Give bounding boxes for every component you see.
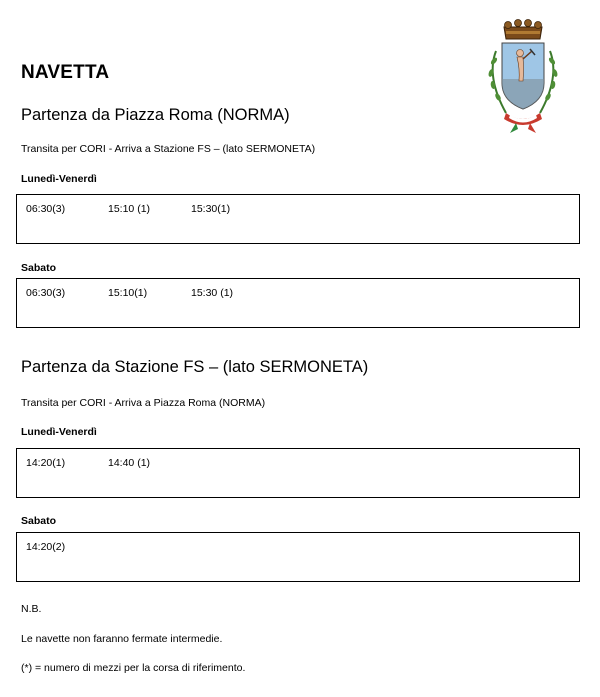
departure-time: 15:30 (1) <box>191 287 234 299</box>
section2-weekdays-box <box>16 448 580 498</box>
section1-weekdays-label: Lunedì-Venerdì <box>21 173 97 185</box>
departure-time: 06:30(3) <box>26 203 66 215</box>
page-title: NAVETTA <box>21 62 110 83</box>
section2-weekdays-label: Lunedì-Venerdì <box>21 426 97 438</box>
note-line-2: (*) = numero di mezzi per la corsa di riferimento. <box>21 662 246 674</box>
section2-transit: Transita per CORI - Arriva a Piazza Roma (NORMA) <box>21 397 266 409</box>
section2-saturday-label: Sabato <box>21 515 57 527</box>
departure-time: 15:30(1) <box>191 203 231 215</box>
departure-time: 06:30(3) <box>26 287 66 299</box>
departure-time: 14:20(1) <box>26 457 66 469</box>
departure-time: 15:10(1) <box>108 287 148 299</box>
departure-time: 14:20(2) <box>26 541 66 553</box>
section1-transit: Transita per CORI - Arriva a Stazione FS – (lato SERMONETA) <box>21 143 316 155</box>
section2-saturday-box <box>16 532 580 582</box>
note-line-1: Le navette non faranno fermate intermedie. <box>21 633 223 645</box>
section1-heading: Partenza da Piazza Roma (NORMA) <box>21 106 290 124</box>
departure-time: 14:40 (1) <box>108 457 151 469</box>
section1-saturday-box <box>16 278 580 328</box>
section2-heading: Partenza da Stazione FS – (lato SERMONETA) <box>21 358 369 376</box>
section1-saturday-label: Sabato <box>21 262 57 274</box>
coat-of-arms-icon <box>480 17 566 137</box>
section1-weekdays-box <box>16 194 580 244</box>
note-nb: N.B. <box>21 603 42 615</box>
departure-time: 15:10 (1) <box>108 203 151 215</box>
